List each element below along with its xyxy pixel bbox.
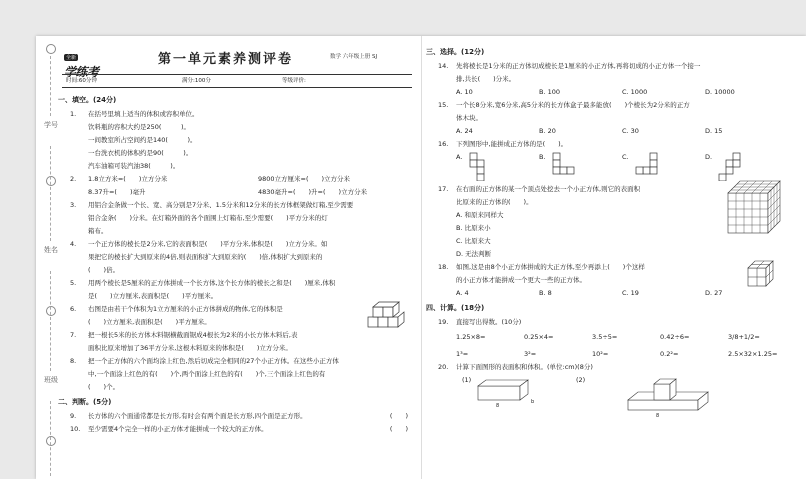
question-10: 10. 至少需要4个完全一样的小正方体才能拼成一个较大的正方体。 ( ) xyxy=(58,423,416,436)
calc-row-1: 1.25×8= 0.25×4= 3.5÷5= 0.42÷6= 3/8+1/2= xyxy=(456,333,760,341)
name-label: 姓名 xyxy=(44,246,58,254)
q20-figures: (1) 8 b (2) 8 xyxy=(426,374,796,414)
section-calc: 四、计算。(18分) xyxy=(426,304,485,312)
question-9: 9. 长方体的六个面通常都是长方形,有时会有两个面是长方形,四个面是正方形。 ( ) xyxy=(58,410,416,423)
net-figure-c xyxy=(634,151,664,181)
options-14: A. 10 B. 100 C. 1000 D. 10000 xyxy=(456,88,735,96)
question-2: 2. 1.8立方米=( )立方分米 9800立方厘米=( )立方分米 8.37升=( )毫升 4830毫升=( )升=( )立方分米 xyxy=(70,175,368,196)
grade-info: 等级评价: xyxy=(282,78,306,84)
section-choice: 三、选择。(12分) xyxy=(426,48,485,56)
options-16: A. B. C. D. xyxy=(426,151,796,183)
combined-cuboid-figure xyxy=(626,376,716,414)
net-figure-b xyxy=(551,151,581,181)
answer-mark: ( ) xyxy=(389,425,408,433)
eight-cube-figure xyxy=(746,259,776,289)
binding-hole xyxy=(46,176,56,186)
options-18: A. 4 B. 8 C. 19 D. 27 xyxy=(456,289,723,297)
subject-info: 数学 六年级上册 SJ xyxy=(330,54,378,60)
answer-mark: ( ) xyxy=(389,412,408,420)
question-3: 3. 用铝合金条做一个长、宽、高分别是7分米、1.5分米和12分米的长方体框架做灯箱,至少需要 铝合金条( )分米。在灯箱外面的各个面围上灯箱布,至少需要( )平方分米的灯 箱布。 xyxy=(70,201,354,235)
question-4: 4. 一个正方体的棱长是2分米,它的表面积是( )平方分米,体积是( )立方分米。如 果把它的棱长扩大到原来的4倍,则表面积扩大到原来的( )倍,体积扩大到原来的 ( )倍。 xyxy=(70,240,328,274)
time-info: 时间:60分钟 xyxy=(66,78,97,84)
exam-title: 第一单元素养测评卷 xyxy=(158,52,294,67)
student-id-label: 学号 xyxy=(44,121,58,129)
question-18: 18. 如图,这是由8个小正方体拼成的大正方体,至少再添上( )个这样 的小正方体才能拼成一个更大一些的正方体。 xyxy=(426,261,796,287)
question-19: 19. 直接写出得数。(10分) xyxy=(438,318,522,326)
calc-row-2: 1³= 3²= 10²= 0.2²= 2.5×32×1.25= xyxy=(456,350,778,358)
class-label: 班级 xyxy=(44,376,58,384)
question-1: 1. 在括号里填上适当的体积或容积单位。 饮料瓶的容积大约是250( )。 一间教室所占空间约是140( )。 一台洗衣机的体积约是90( )。 汽车油箱可装汽油38( )。 xyxy=(70,110,199,170)
options-15: A. 24 B. 20 C. 30 D. 15 xyxy=(456,127,723,135)
info-bar xyxy=(62,74,412,88)
question-20: 20. 计算下面图形的表面积和体积。(单位:cm)(8分) xyxy=(438,363,593,371)
left-column xyxy=(58,92,416,436)
question-8: 8. 把一个正方体的六个面均涂上红色,然后切成完全相同的27个小正方体。在这些小正方体 中,一个面涂上红色的有( )个,两个面涂上红色的有( )个,三个面涂上红色的有 ( )个。 xyxy=(70,357,339,391)
exam-page xyxy=(36,36,806,479)
cuboid-figure-1 xyxy=(476,378,536,406)
logo-name: 学练考 xyxy=(64,65,99,79)
section-judge: 二、判断。(5分) xyxy=(58,398,112,406)
grid-cube-figure xyxy=(726,179,782,235)
net-figure-a xyxy=(468,151,498,181)
question-16: 16. 下列图形中,能拼成正方体的是( )。 xyxy=(438,140,568,148)
question-15: 15. 一个长8分米,宽6分米,高5分米的长方体盒子最多能放( )个棱长为2分米的正方 体木块。 xyxy=(438,101,690,122)
publisher-logo xyxy=(64,44,120,79)
question-14: 14. 先将棱长是1分米的正方体切成棱长是1厘米的小正方体,再将切成的小正方体一个接一 排,共长( )分米。 xyxy=(438,62,701,83)
net-figure-d xyxy=(717,151,747,181)
binding-hole xyxy=(46,44,56,54)
question-6: 6. 右图是由若干个体积为1立方厘米的小正方体拼成的物体,它的体积是 ( )立方厘米,表面积是( )平方厘米。 xyxy=(58,303,416,329)
section-fill-blank: 一、填空。(24分) xyxy=(58,96,117,104)
question-17: 17. 在右面的正方体的某一个顶点处挖去一个小正方体,则它的表面积 比原来的正方体的( )。 A. 和原来同样大 B. 比原来小 C. 比原来大 D. 无法判断 xyxy=(426,183,796,261)
score-info: 满分:100分 xyxy=(182,78,211,84)
question-7: 7. 把一根长5米的长方体木料锯横截面锯成4根长为2米的小长方体木料后,表 面积比原来增加了36平方分米,这根木料原来的体积是( )立方分米。 xyxy=(70,331,298,352)
logo-tag: 全新 xyxy=(66,55,77,61)
binding-hole xyxy=(46,436,56,446)
right-column xyxy=(426,44,796,419)
stacked-cubes-figure xyxy=(366,301,410,329)
binding-hole xyxy=(46,306,56,316)
question-5: 5. 用两个棱长是5厘米的正方体拼成一个长方体,这个长方体的棱长之和是( )厘米,体积 是( )立方厘米,表面积是( )平方厘米。 xyxy=(70,279,336,300)
